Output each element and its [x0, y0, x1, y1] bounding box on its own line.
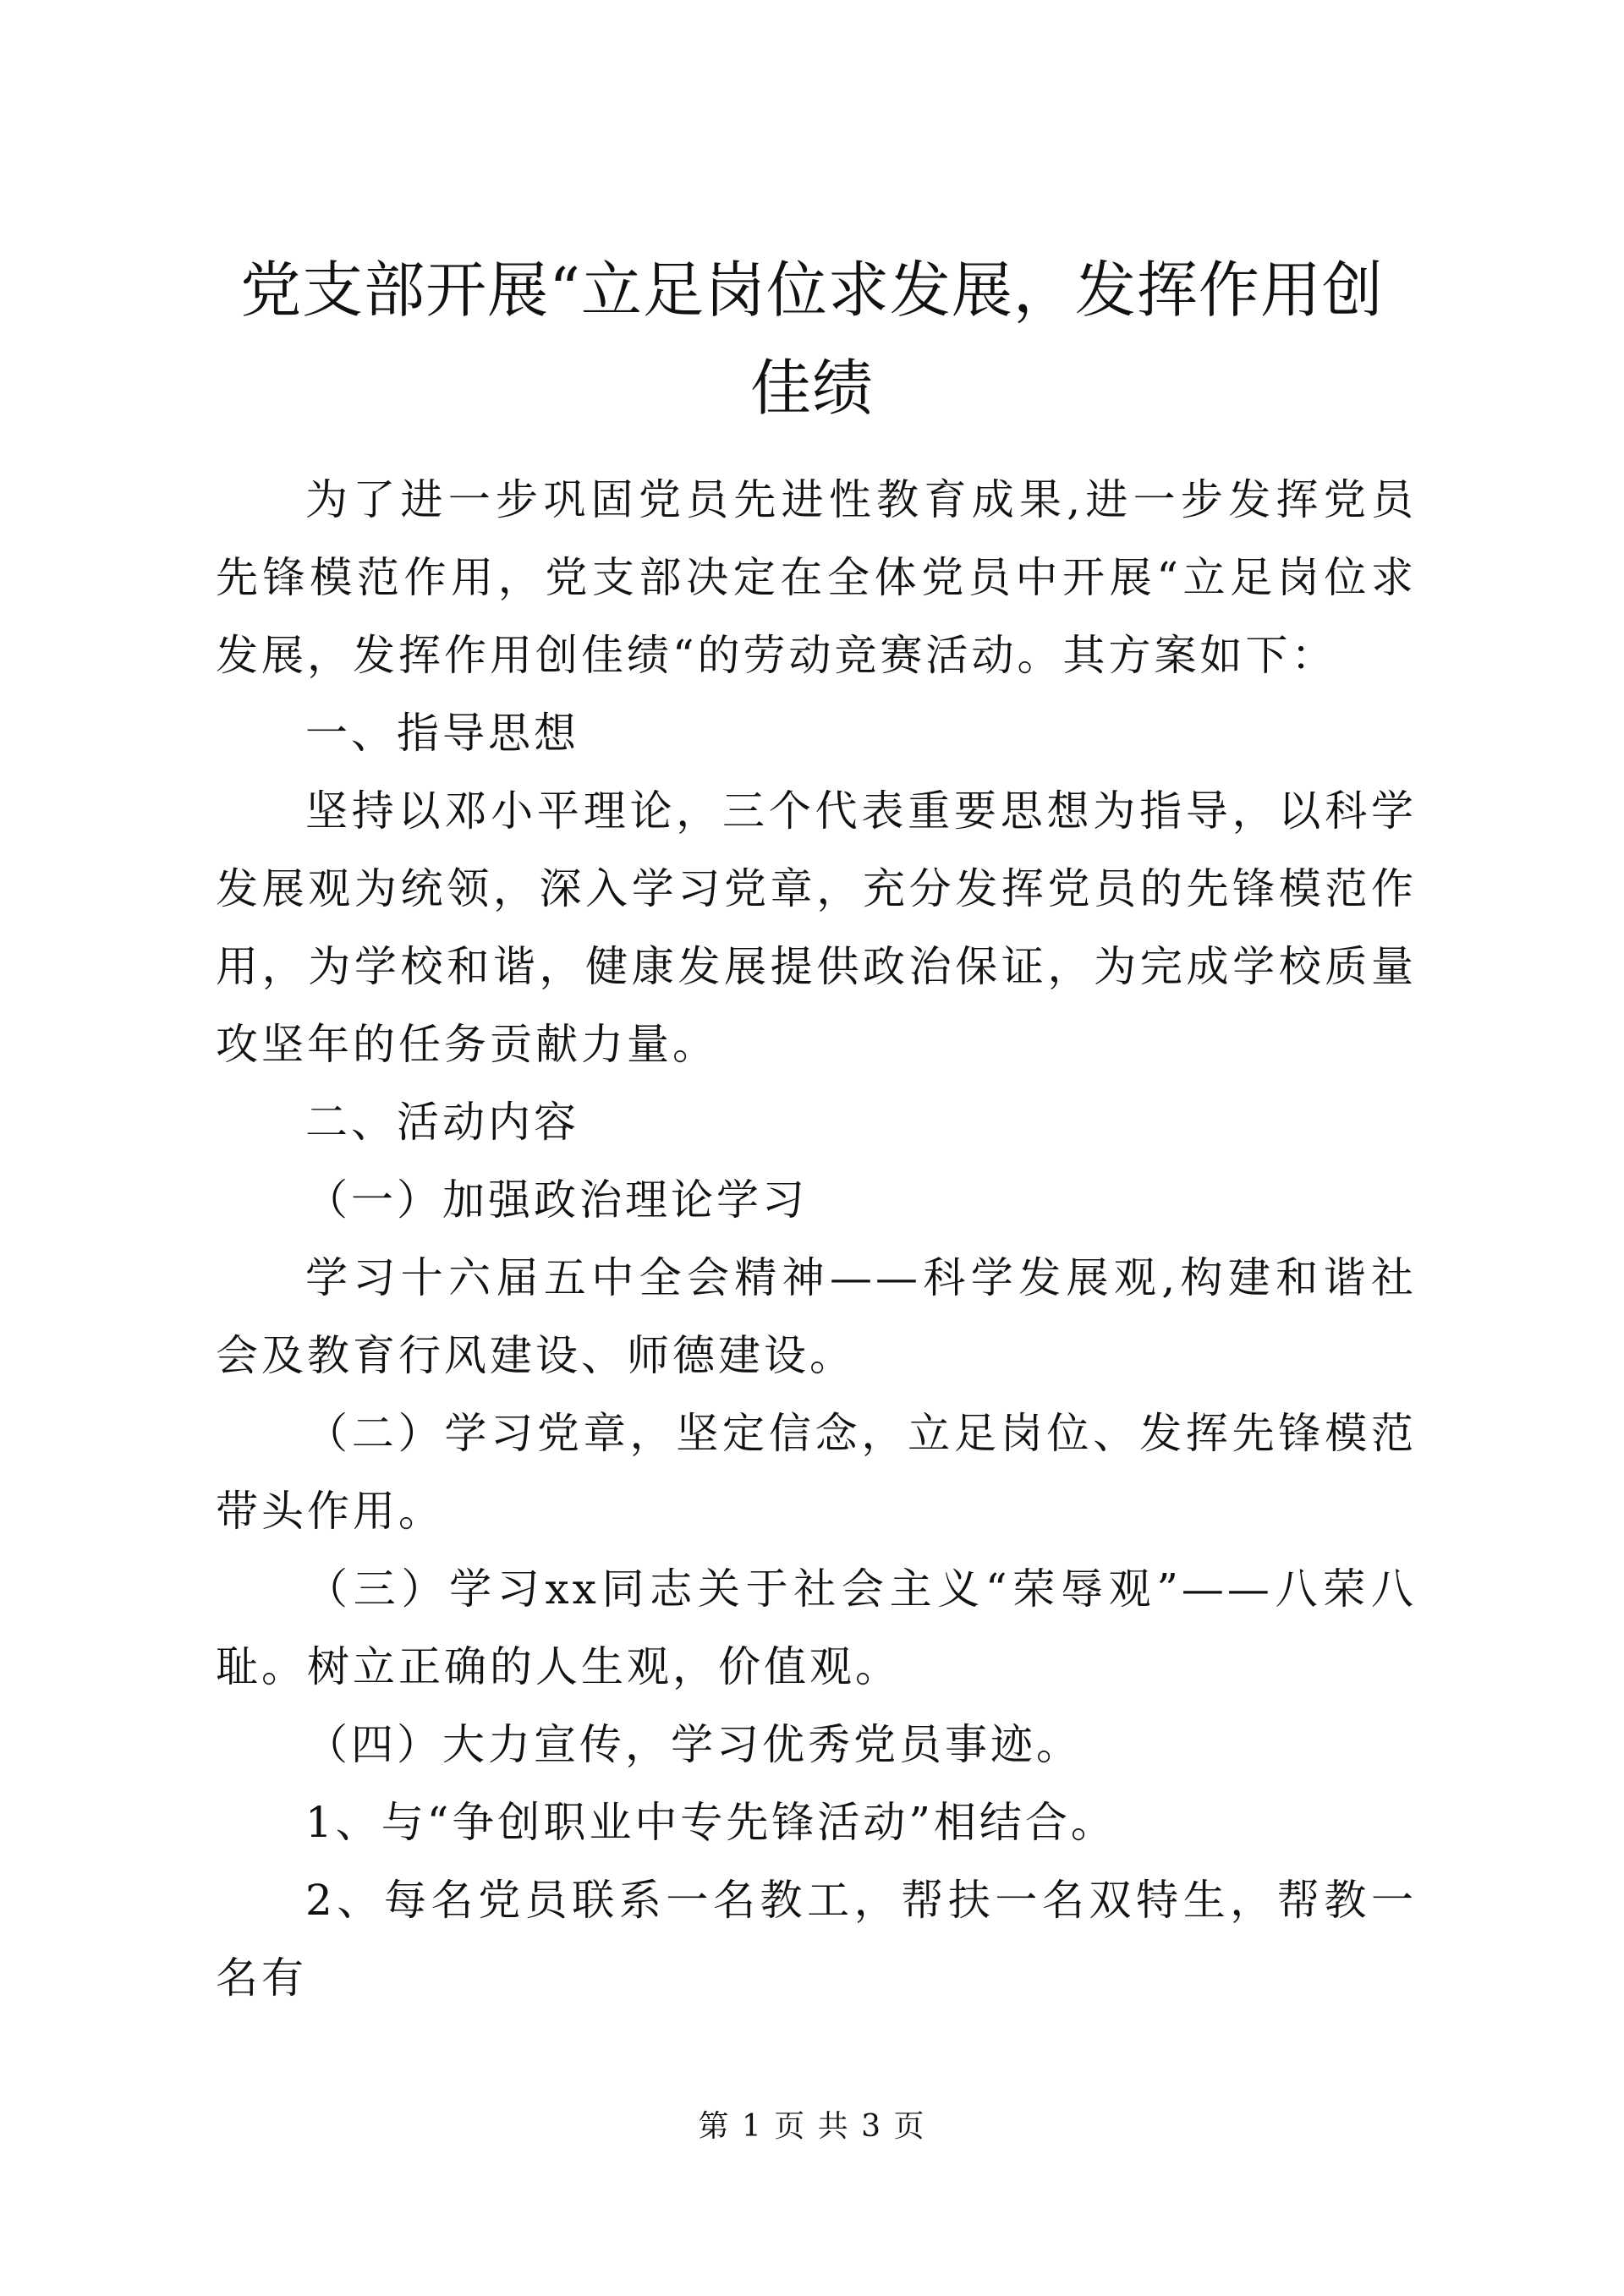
- list-item-1: 1、与“争创职业中专先锋活动”相结合。: [305, 1798, 1116, 1847]
- subheading-theory-study: （一）加强政治理论学习: [305, 1175, 808, 1225]
- paragraph-guiding-thought: 坚持以邓小平理论，三个代表重要思想为指导，以科学发展观为统领，深入学习党章，充分发挥党员的先锋模范作用，为学校和谐，健康发展提供政治保证，为完成学校质量攻坚年的任务贡献力量。: [216, 786, 1417, 1069]
- heading-guiding-thought: 一、指导思想: [305, 709, 579, 758]
- list-item-2: 2、每名党员联系一名教工，帮扶一名双特生，帮教一名有: [216, 1876, 1417, 2003]
- paragraph-intro: 为了进一步巩固党员先进性教育成果,进一步发挥党员先锋模范作用，党支部决定在全体党员中开展“立足岗位求发展，发挥作用创佳绩“的劳动竞赛活动。其方案如下：: [216, 475, 1417, 680]
- paragraph-party-constitution: （二）学习党章，坚定信念，立足岗位、发挥先锋模范带头作用。: [216, 1409, 1417, 1536]
- page-footer: 第 1 页 共 3 页: [698, 2109, 926, 2144]
- heading-activity-content: 二、活动内容: [305, 1098, 579, 1147]
- paragraph-theory-study: 学习十六届五中全会精神——科学发展观,构建和谐社会及教育行风建设、师德建设。: [216, 1253, 1417, 1380]
- paragraph-publicity: （四）大力宣传，学习优秀党员事迹。: [305, 1720, 1082, 1769]
- document-body: [216, 461, 1417, 2017]
- document-title: 党支部开展“立足岗位求发展，发挥作用创佳绩: [240, 255, 1384, 424]
- paragraph-honor-disgrace: （三）学习xx同志关于社会主义“荣辱观”——八荣八耻。树立正确的人生观，价值观。: [216, 1564, 1417, 1691]
